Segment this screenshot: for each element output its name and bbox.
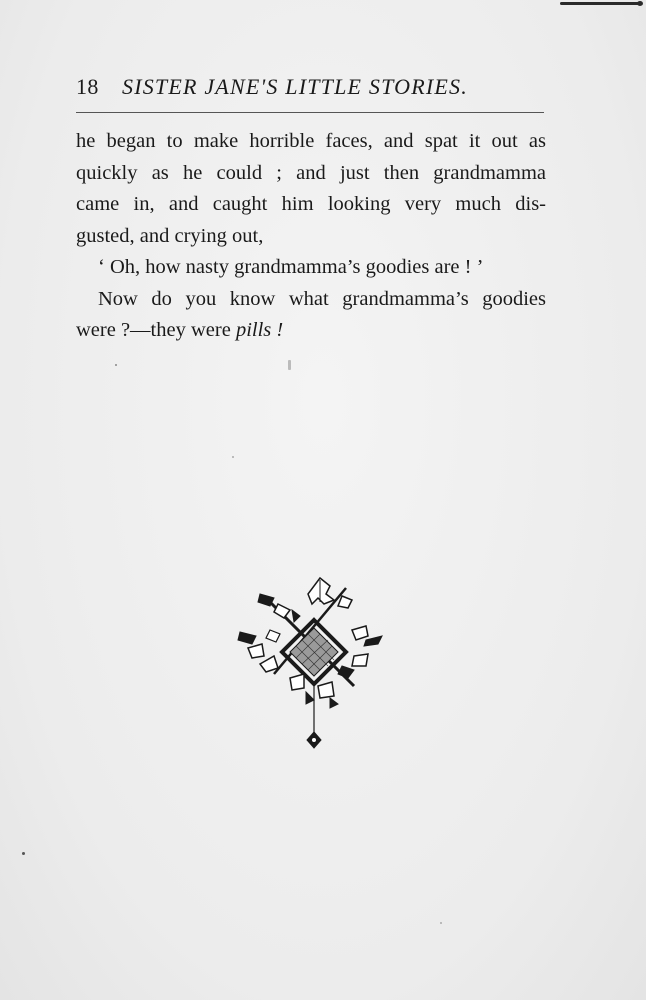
text-line: Now do you know what grandmamma’s goodies — [98, 287, 546, 310]
running-head — [76, 74, 546, 104]
final-plain-text: were ?—they were — [76, 319, 236, 341]
text-line-final — [76, 315, 546, 347]
paper-speck — [232, 456, 234, 458]
text-line: gusted, and crying out, — [76, 224, 264, 247]
paper-speck — [288, 360, 291, 370]
paper-speck — [22, 852, 25, 855]
text-line: came in, and caught him looking very much dis- — [76, 193, 546, 215]
paper-speck — [440, 922, 442, 924]
page-edge-mark — [560, 2, 640, 5]
page-number: 18 — [76, 74, 99, 99]
paper-speck — [115, 364, 117, 366]
text-line: quickly as he could ; and just then grandmamma — [76, 161, 546, 184]
text-line-quote: ‘ Oh, how nasty grandmamma’s goodies are ! ’ — [98, 256, 484, 278]
text-line: he began to make horrible faces, and spat it out as — [76, 130, 546, 152]
final-italic-text: pills ! — [235, 319, 284, 341]
ivy-diamond-ornament-icon — [234, 574, 386, 754]
running-title: SISTER JANE'S LITTLE STORIES. — [122, 74, 468, 99]
story-text — [76, 126, 546, 347]
page-edge-dot — [637, 1, 643, 6]
header-rule — [76, 112, 544, 113]
